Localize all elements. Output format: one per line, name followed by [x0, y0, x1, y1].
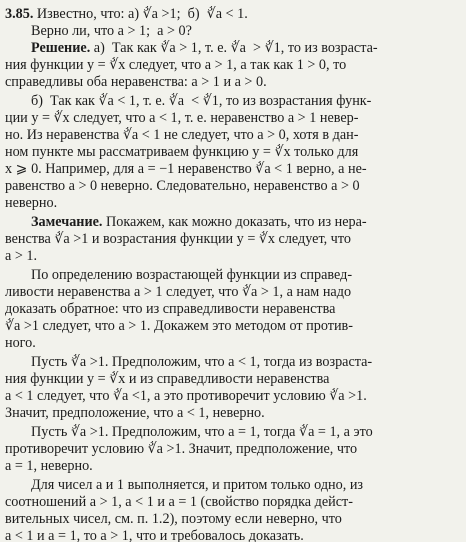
remark-line-3: a > 1.	[5, 248, 38, 264]
solution-line-2: ния функции y = ∛x следует, что a > 1, а так как 1 > 0, то	[5, 57, 347, 73]
remark-line-6: доказать обратное: что из справедливости неравенства	[5, 301, 336, 317]
remark-line-12: Значит, предположение, что a < 1, неверно.	[5, 405, 265, 421]
problem-text: Известно, что: а) ∛a >1; б) ∛a < 1.	[36, 6, 248, 22]
solution-line-9: равенство a > 0 неверно. Следовательно, неравенство a > 0	[5, 178, 360, 194]
remark-line-17: соотношений a > 1, a < 1 и a = 1 (свойство порядка дейст-	[5, 494, 353, 510]
remark-line-1	[31, 214, 461, 231]
solution-line-1	[31, 40, 461, 57]
solution-text: а) Так как ∛a > 1, т. е. ∛a > ∛1, то из возраста-	[90, 40, 378, 56]
remark-line-15: a = 1, неверно.	[5, 458, 93, 474]
remark-line-19: a < 1 и a = 1, то a > 1, что и требовалось доказать.	[5, 528, 304, 542]
solution-label: Решение.	[31, 40, 91, 56]
remark-line-13: Пусть ∛a >1. Предположим, что a = 1, тогда ∛a = 1, а это	[31, 424, 373, 440]
solution-line-5: ции y = ∛x следует, что a < 1, т. е. неравенство a > 1 невер-	[5, 110, 359, 126]
remark-line-7: ∛a >1 следует, что a > 1. Докажем это методом от против-	[5, 318, 353, 334]
solution-line-6: но. Из неравенства ∛a < 1 не следует, что a > 0, хотя в дан-	[5, 127, 359, 143]
remark-text: Покажем, как можно доказать, что из нера-	[102, 214, 367, 230]
problem-number: 3.85.	[5, 6, 34, 22]
problem-statement-line-1	[5, 6, 461, 23]
remark-line-8: ного.	[5, 335, 36, 351]
remark-line-18: вительных чисел, см. п. 1.2), поэтому если неверно, что	[5, 511, 342, 527]
problem-statement-line-2: Верно ли, что a > 1; a > 0?	[31, 23, 192, 39]
remark-line-16: Для чисел a и 1 выполняется, и притом только одно, из	[31, 477, 364, 493]
remark-line-10: ния функции y = ∛x и из справедливости неравенства	[5, 371, 330, 387]
remark-line-9: Пусть ∛a >1. Предположим, что a < 1, тогда из возраста-	[31, 354, 373, 370]
solution-line-3: справедливы оба неравенства: a > 1 и a > 0.	[5, 74, 267, 90]
remark-label: Замечание.	[31, 214, 103, 230]
solution-line-7: ном пункте мы рассматриваем функцию y = ∛x только для	[5, 144, 359, 160]
remark-line-11: a < 1 следует, что ∛a <1, а это противоречит условию ∛a >1.	[5, 388, 367, 404]
solution-line-10: неверно.	[5, 195, 58, 211]
solution-line-4: б) Так как ∛a < 1, т. е. ∛a < ∛1, то из возрастания функ-	[31, 93, 372, 109]
remark-line-5: ливости неравенства a > 1 следует, что ∛a > 1, а нам надо	[5, 284, 352, 300]
remark-line-2: венства ∛a >1 и возрастания функции y = ∛x следует, что	[5, 231, 351, 247]
remark-line-4: По определению возрастающей функции из справед-	[31, 267, 353, 283]
remark-line-14: противоречит условию ∛a >1. Значит, предположение, что	[5, 441, 358, 457]
solution-line-8: x ⩾ 0. Например, для a = −1 неравенство ∛a < 1 верно, а не-	[5, 161, 367, 177]
